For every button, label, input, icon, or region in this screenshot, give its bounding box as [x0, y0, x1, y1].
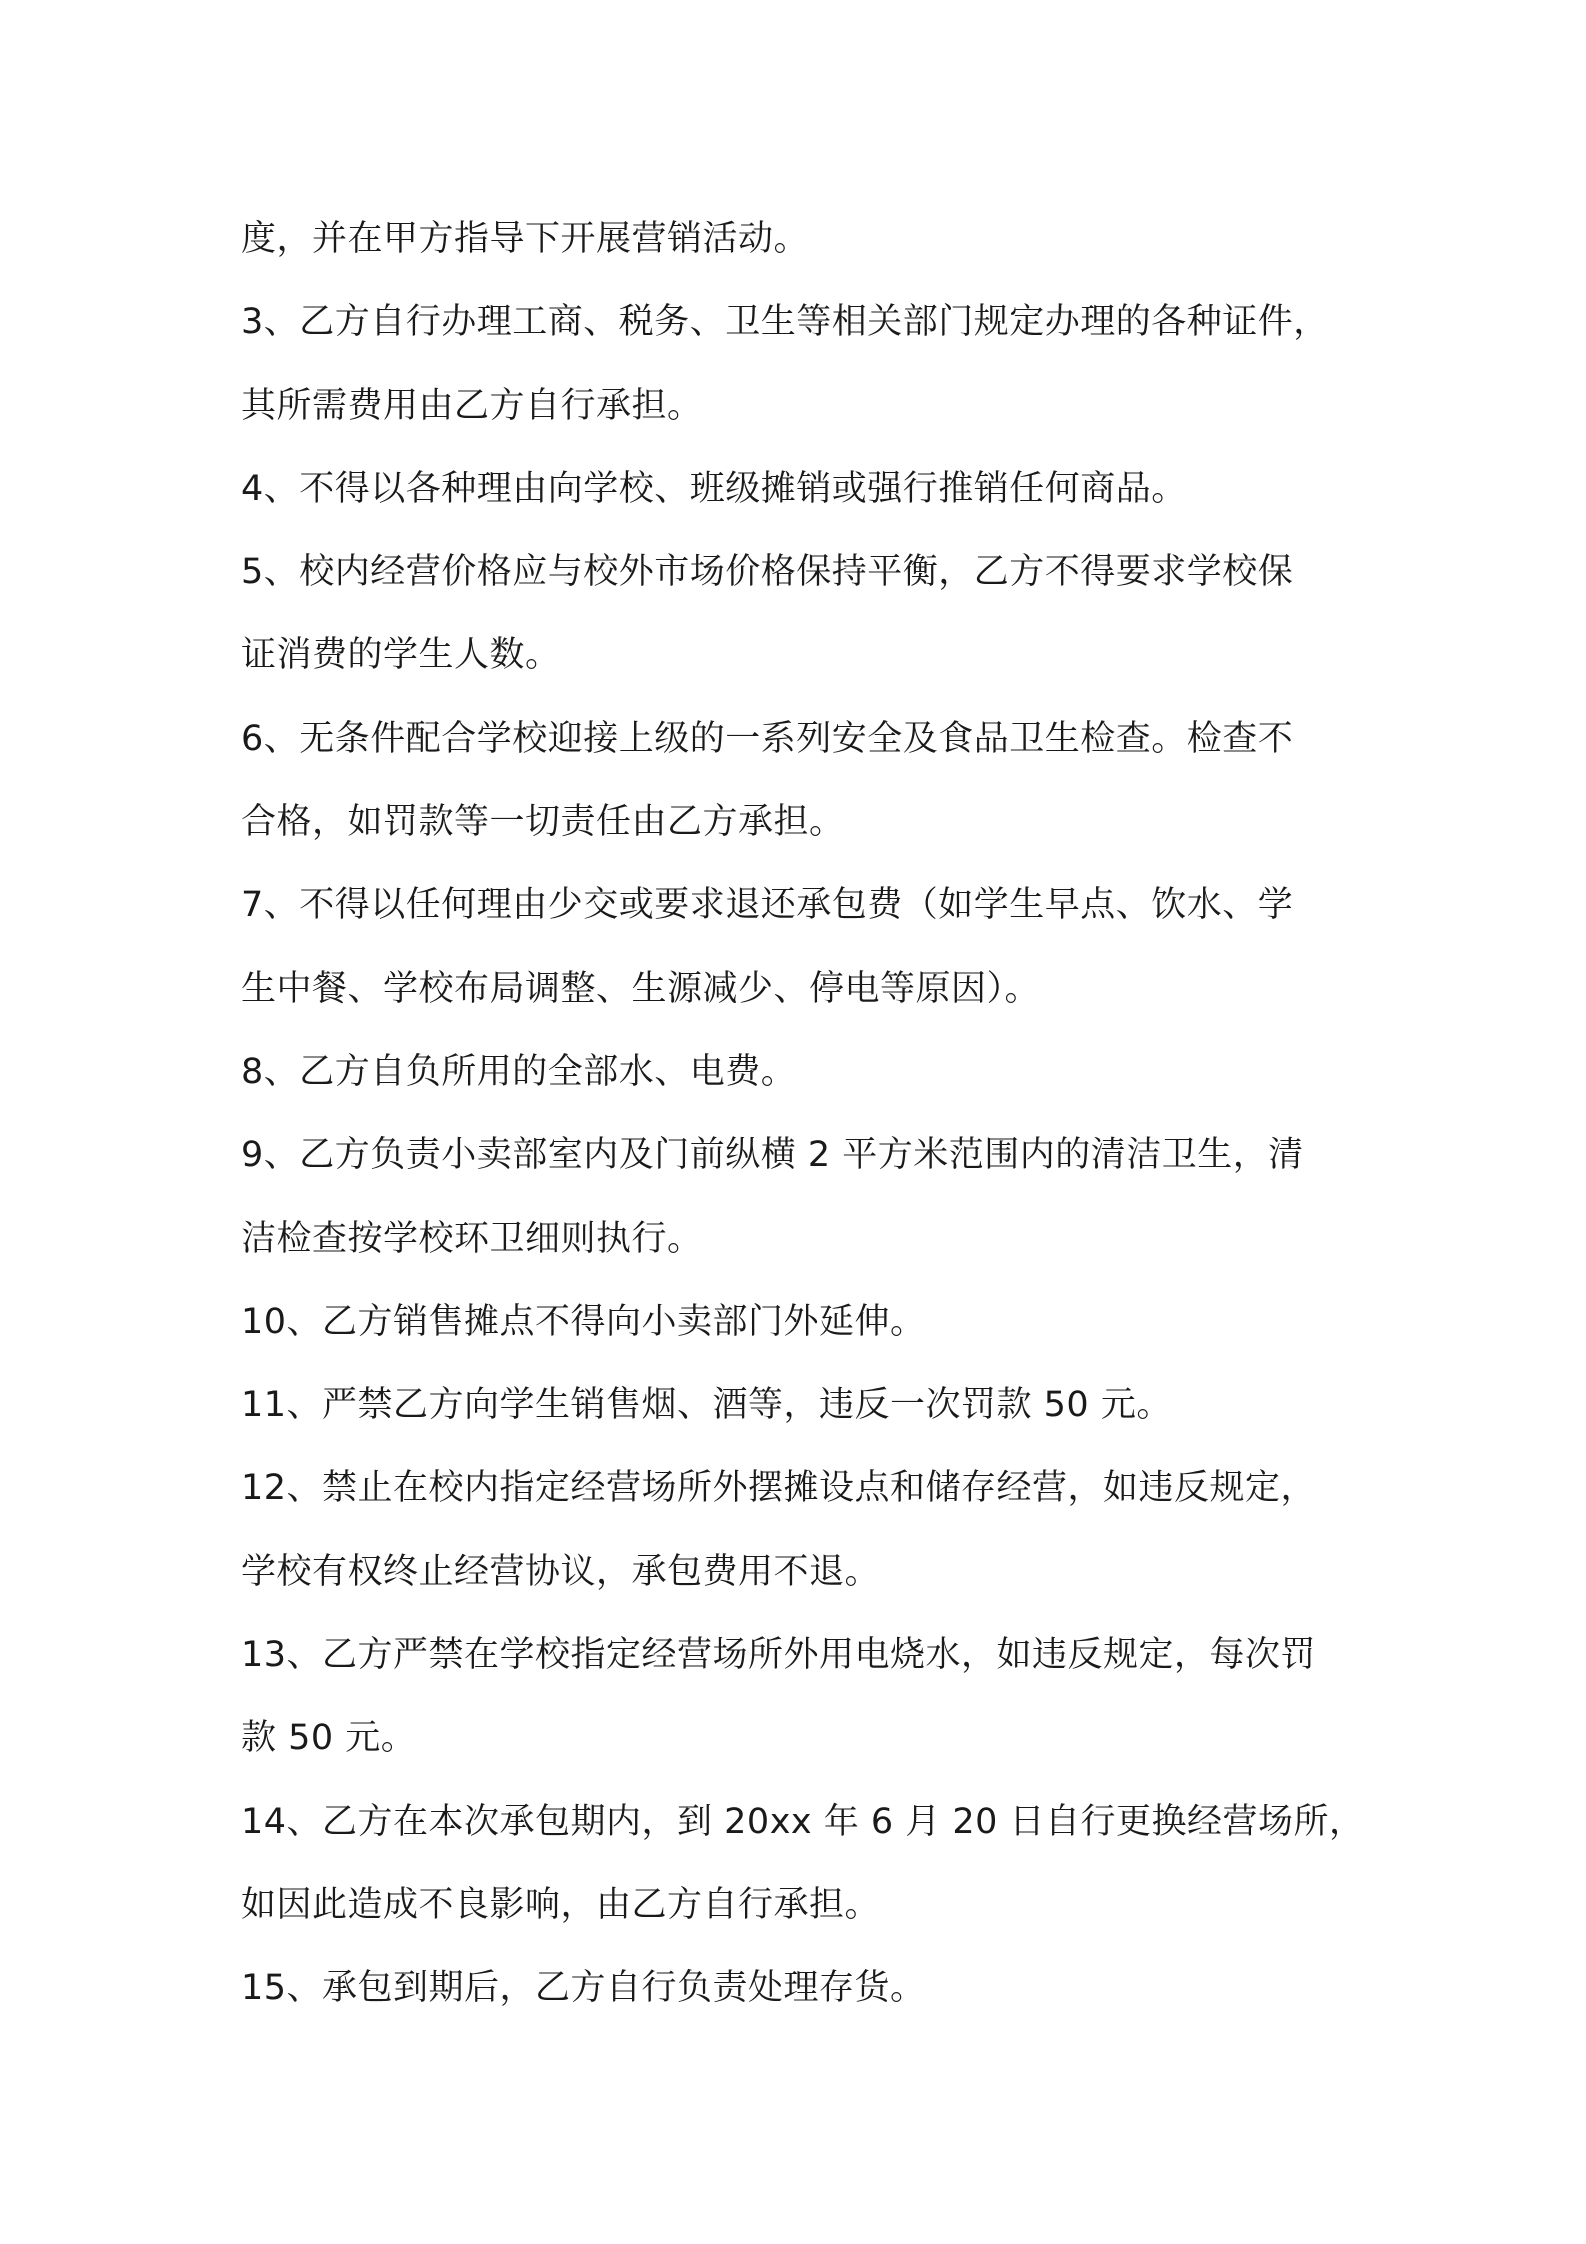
text-line: 6、无条件配合学校迎接上级的一系列安全及食品卫生检查。检查不: [241, 718, 1294, 759]
text-line: 生中餐、学校布局调整、生源减少、停电等原因）。: [241, 968, 1041, 1009]
text-line: 8、乙方自负所用的全部水、电费。: [241, 1051, 797, 1092]
text-line: 如因此造成不良影响，由乙方自行承担。: [241, 1884, 881, 1925]
text-line: 4、不得以各种理由向学校、班级摊销或强行推销任何商品。: [241, 468, 1187, 509]
text-line: 11、严禁乙方向学生销售烟、酒等，违反一次罚款 50 元。: [241, 1385, 1172, 1426]
text-line: 其所需费用由乙方自行承担。: [241, 385, 703, 426]
text-line: 度，并在甲方指导下开展营销活动。: [241, 219, 810, 259]
text-line: 款 50 元。: [241, 1718, 417, 1759]
text-line: 9、乙方负责小卖部室内及门前纵横 2 平方米范围内的清洁卫生，清: [241, 1135, 1304, 1176]
text-line: 7、不得以任何理由少交或要求退还承包费（如学生早点、饮水、学: [241, 885, 1294, 926]
text-line: 5、校内经营价格应与校外市场价格保持平衡，乙方不得要求学校保: [241, 552, 1294, 593]
text-line: 3、乙方自行办理工商、税务、卫生等相关部门规定办理的各种证件，: [241, 302, 1329, 343]
text-line: 证消费的学生人数。: [241, 635, 561, 676]
text-line: 13、乙方严禁在学校指定经营场所外用电烧水，如违反规定，每次罚: [241, 1635, 1317, 1676]
text-line: 15、承包到期后，乙方自行负责处理存货。: [241, 1968, 926, 2009]
text-line: 洁检查按学校环卫细则执行。: [241, 1218, 703, 1259]
text-line: 14、乙方在本次承包期内，到 20xx 年 6 月 20 日自行更换经营场所，: [241, 1801, 1365, 1842]
text-line: 学校有权终止经营协议，承包费用不退。: [241, 1551, 881, 1592]
text-line: 12、禁止在校内指定经营场所外摆摊设点和储存经营，如违反规定，: [241, 1468, 1317, 1509]
text-line: 10、乙方销售摊点不得向小卖部门外延伸。: [241, 1301, 926, 1342]
document-body: [241, 198, 1371, 2031]
text-line: 合格，如罚款等一切责任由乙方承担。: [241, 802, 845, 843]
